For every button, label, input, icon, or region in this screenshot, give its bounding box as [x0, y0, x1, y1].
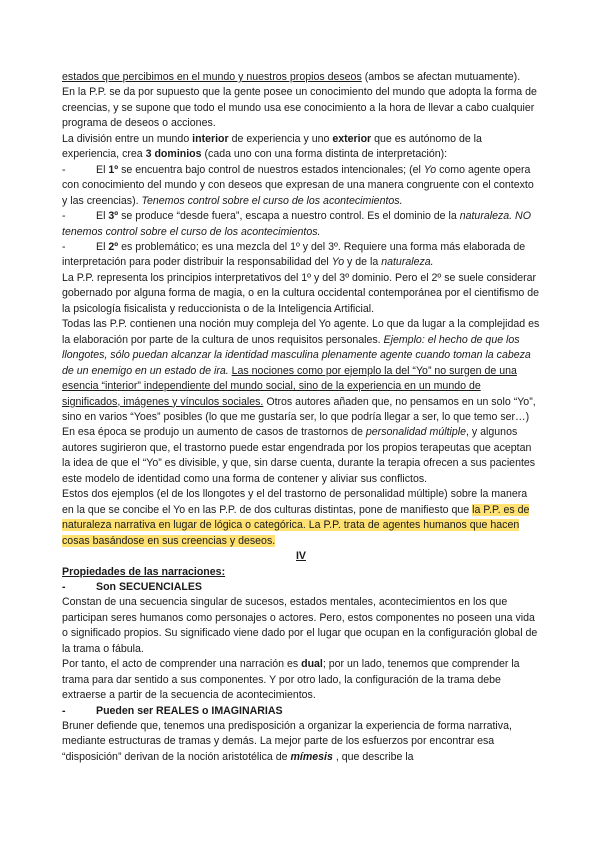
bullet-dash: -	[62, 210, 66, 223]
paragraph-tres-dominios: La división entre un mundo interior de experiencia y uno exterior que es autónomo de la experiencia, crea 3 dominios (cada uno con una forma distinta de interpretación):	[62, 132, 482, 161]
list-item-dominio-1: - El 1º se encuentra bajo control de nuestros estados intencionales; (el Yo como agente opera con conocimiento del mundo y con deseos que expresan de una manera congruente con el contexto y las creencias). Tenemos control sobre el curso de los acontecimientos.	[62, 163, 534, 207]
bullet-dash: -	[62, 163, 66, 176]
list-item-dominio-3: - El 3º se produce “desde fuera”, escapa a nuestro control. Es el dominio de la naturaleza. NO tenemos control sobre el curso de los acontecimientos.	[62, 210, 531, 238]
section-title: Propiedades de las narraciones:	[62, 565, 226, 578]
bullet-dash: -	[62, 240, 66, 253]
example-text: Ejemplo: el hecho de que los llongotes, sólo puedan alcanzar la identidad masculina plenamente agente cuando toman la cabeza de un enemigo en un estado de ira.	[62, 333, 531, 377]
paragraph-dual: Por tanto, el acto de comprender una narración es dual; por un lado, tenemos que comprender la trama para dar sentido a sus componentes. Y por otro lado, la configuración de la trama debe extraerse a partir de la secuencia de acontecimientos.	[62, 658, 520, 702]
paragraph-yo-agente: Todas las P.P. contienen una noción muy compleja del Yo agente. Lo que da lugar a la complejidad es la elaboración por parte de la cultura de unos requisitos personales. Ejemplo: el hecho de que los llongotes, sólo puedan alcanzar la identidad masculina plenamente agente cuando toman la cabeza de un enemigo en un estado de ira. Las nociones como por ejemplo la del “Yo” no surgen de una esencia “interior” independiente del mundo social, sino de la experiencia en un mundo de significados, imágenes y vínculos sociales. Otros autores añaden que, no pensamos en un solo “Yo”, sino en varios “Yoes” posibles (lo que me gustaría ser, lo que podría llegar a ser, lo que temo ser…)	[62, 318, 540, 423]
section-number: IV	[295, 550, 306, 563]
paragraph-pp-creencias: En la P.P. se da por supuesto que la gente posee un conocimiento del mundo que adopta la forma de creencias, y se supone que todo el mundo usa ese conocimiento a la hora de llevar a cabo cualquier programa de deseos o acciones.	[62, 86, 537, 130]
highlighted-text: la P.P. es de naturaleza narrativa en lugar de lógica o categórica. La P.P. trata de agentes humanos que hacen cosas basándose en sus creencias y deseos.	[62, 503, 530, 547]
property-reales-title: - Pueden ser REALES o IMAGINARIAS	[62, 704, 540, 719]
paragraph-personalidad-multiple: En esa época se produjo un aumento de casos de trastornos de personalidad múltiple, y algunos autores sugirieron que, el trastorno puede estar engendrada por los propios terapeutas que aceptan la idea de que el “Yo” es divisible, y que, sin darse cuenta, durante la terapia ofrecen a sus pacientes este modelo de identidad como una forma de contener y aliviar sus conflictos.	[62, 426, 536, 485]
paragraph-conclusion: Estos dos ejemplos (el de los llongotes y el del trastorno de personalidad múltiple) sobre la manera en la que se concibe el Yo en las P.P. de dos culturas distintas, pone de manifiesto que la P.P. es de naturaleza narrativa en lugar de lógica o categórica. La P.P. trata de agentes humanos que hacen cosas basándose en sus creencias y deseos.	[62, 488, 530, 547]
bullet-dash: -	[62, 704, 66, 717]
document-body	[62, 70, 540, 765]
paragraph-continuation: estados que percibimos en el mundo y nuestros propios deseos (ambos se afectan mutuamente).	[62, 71, 521, 83]
list-item-dominio-2: - El 2º es problemático; es una mezcla del 1º y del 3º. Requiere una forma más elaborada de interpretación para poder distribuir la responsabilidad del Yo y de la naturaleza.	[62, 240, 526, 269]
paragraph-secuencia: Constan de una secuencia singular de sucesos, estados mentales, acontecimientos en los que participan seres humanos como personajes o actores. Pero, estos componentes no poseen una vida o significado propios. Su significado viene dado por el lugar que ocupan en la configuración global de la trama o fábula.	[62, 596, 538, 655]
paragraph-bruner: Bruner defiende que, tenemos una predisposición a organizar la experiencia de forma narrativa, mediante estructuras de tramas y demás. La mejor parte de los esfuerzos por encontrar esa “disposición” derivan de la noción aristotélica de mímesis , que describe la	[62, 720, 512, 763]
paragraph-principios: La P.P. representa los principios interpretativos del 1º y del 3º dominio. Pero el 2º se suele considerar gobernado por alguna forma de magia, o en la cultura occidental contemporánea por el cientifismo de la psicología fisicalista y reduccionista o de la Inteligencia Artificial.	[62, 271, 540, 315]
underlined-text: estados que percibimos en el mundo y nuestros propios deseos	[62, 71, 362, 83]
bullet-dash: -	[62, 580, 66, 593]
underlined-text: Las nociones como por ejemplo la del “Yo” no surgen de una esencia “interior” independiente del mundo social, sino de la experiencia en un mundo de significados, imágenes y vínculos sociales.	[62, 364, 517, 408]
property-secuenciales-title: - Son SECUENCIALES	[62, 580, 540, 595]
